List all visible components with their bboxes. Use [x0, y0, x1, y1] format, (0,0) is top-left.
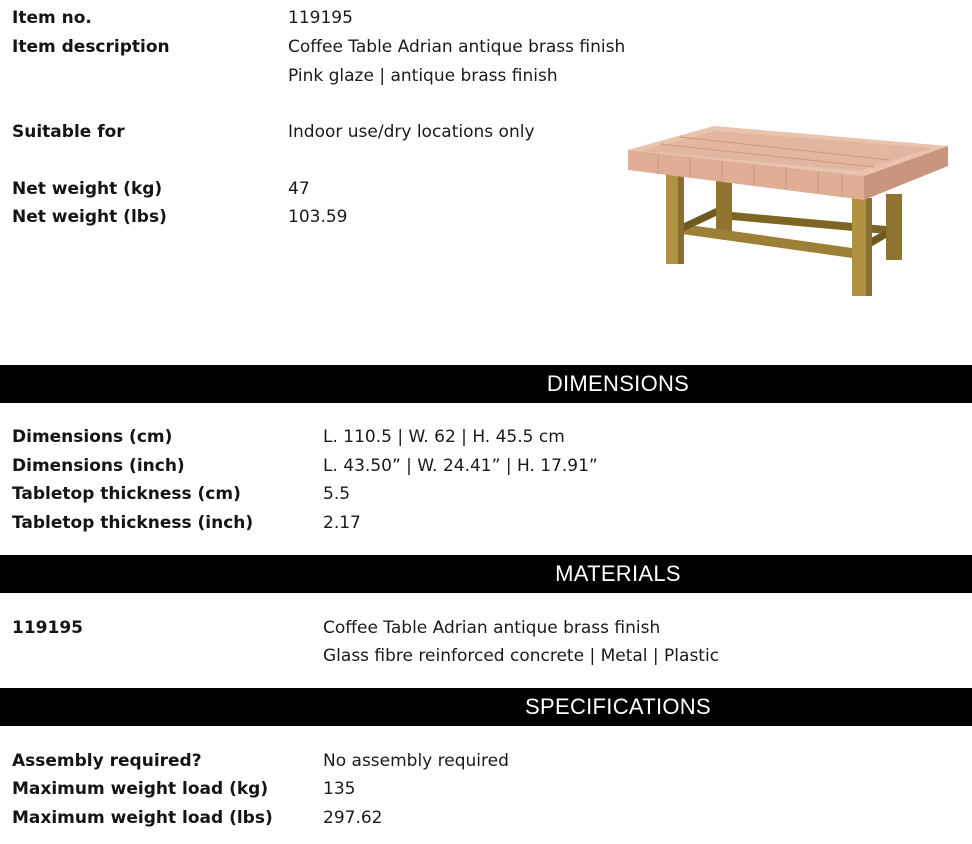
max-weight-kg-label: Maximum weight load (kg): [12, 779, 269, 799]
materials-item-label: 119195: [12, 618, 83, 638]
max-weight-lbs-label: Maximum weight load (lbs): [12, 808, 273, 828]
dimensions-title: DIMENSIONS: [546, 371, 690, 396]
dimensions-cm-value: L. 110.5 | W. 62 | H. 45.5 cm: [323, 427, 565, 447]
assembly-required-value: No assembly required: [323, 751, 509, 771]
table-back-leg-left: [716, 178, 732, 236]
item-description-line-1: Coffee Table Adrian antique brass finish: [288, 37, 626, 57]
table-front-leg-right-shade: [866, 198, 872, 296]
coffee-table-image: [620, 120, 952, 302]
net-weight-lbs-label: Net weight (lbs): [12, 207, 167, 227]
suitable-for-value: Indoor use/dry locations only: [288, 122, 535, 142]
dimensions-section-header: [0, 365, 972, 403]
max-weight-kg-value: 135: [323, 779, 356, 799]
tabletop-thickness-inch-label: Tabletop thickness (inch): [12, 513, 254, 533]
tabletop-thickness-inch-value: 2.17: [323, 513, 361, 533]
materials-section-header: [0, 555, 972, 593]
item-description-line-2: Pink glaze | antique brass finish: [288, 66, 558, 86]
materials-title: MATERIALS: [555, 561, 681, 586]
net-weight-kg-value: 47: [288, 179, 310, 199]
materials-line-2: Glass fibre reinforced concrete | Metal | Plastic: [323, 646, 720, 666]
materials-line-1: Coffee Table Adrian antique brass finish: [323, 618, 661, 638]
item-no-label: Item no.: [12, 8, 92, 28]
table-front-leg-left-shade: [678, 174, 684, 264]
specifications-title: SPECIFICATIONS: [525, 694, 711, 719]
item-description-label: Item description: [12, 37, 170, 57]
table-back-leg-right: [886, 194, 902, 260]
dimensions-inch-label: Dimensions (inch): [12, 456, 185, 476]
dimensions-inch-value: L. 43.50” | W. 24.41” | H. 17.91”: [323, 456, 598, 476]
max-weight-lbs-value: 297.62: [323, 808, 383, 828]
dimensions-cm-label: Dimensions (cm): [12, 427, 173, 447]
net-weight-lbs-value: 103.59: [288, 207, 348, 227]
net-weight-kg-label: Net weight (kg): [12, 179, 163, 199]
table-stretcher-front: [682, 224, 852, 258]
specifications-section-header: [0, 688, 972, 726]
assembly-required-label: Assembly required?: [12, 751, 202, 771]
item-no-value: 119195: [288, 8, 353, 28]
tabletop-thickness-cm-value: 5.5: [323, 484, 351, 504]
suitable-for-label: Suitable for: [12, 122, 125, 142]
tabletop-thickness-cm-label: Tabletop thickness (cm): [12, 484, 241, 504]
